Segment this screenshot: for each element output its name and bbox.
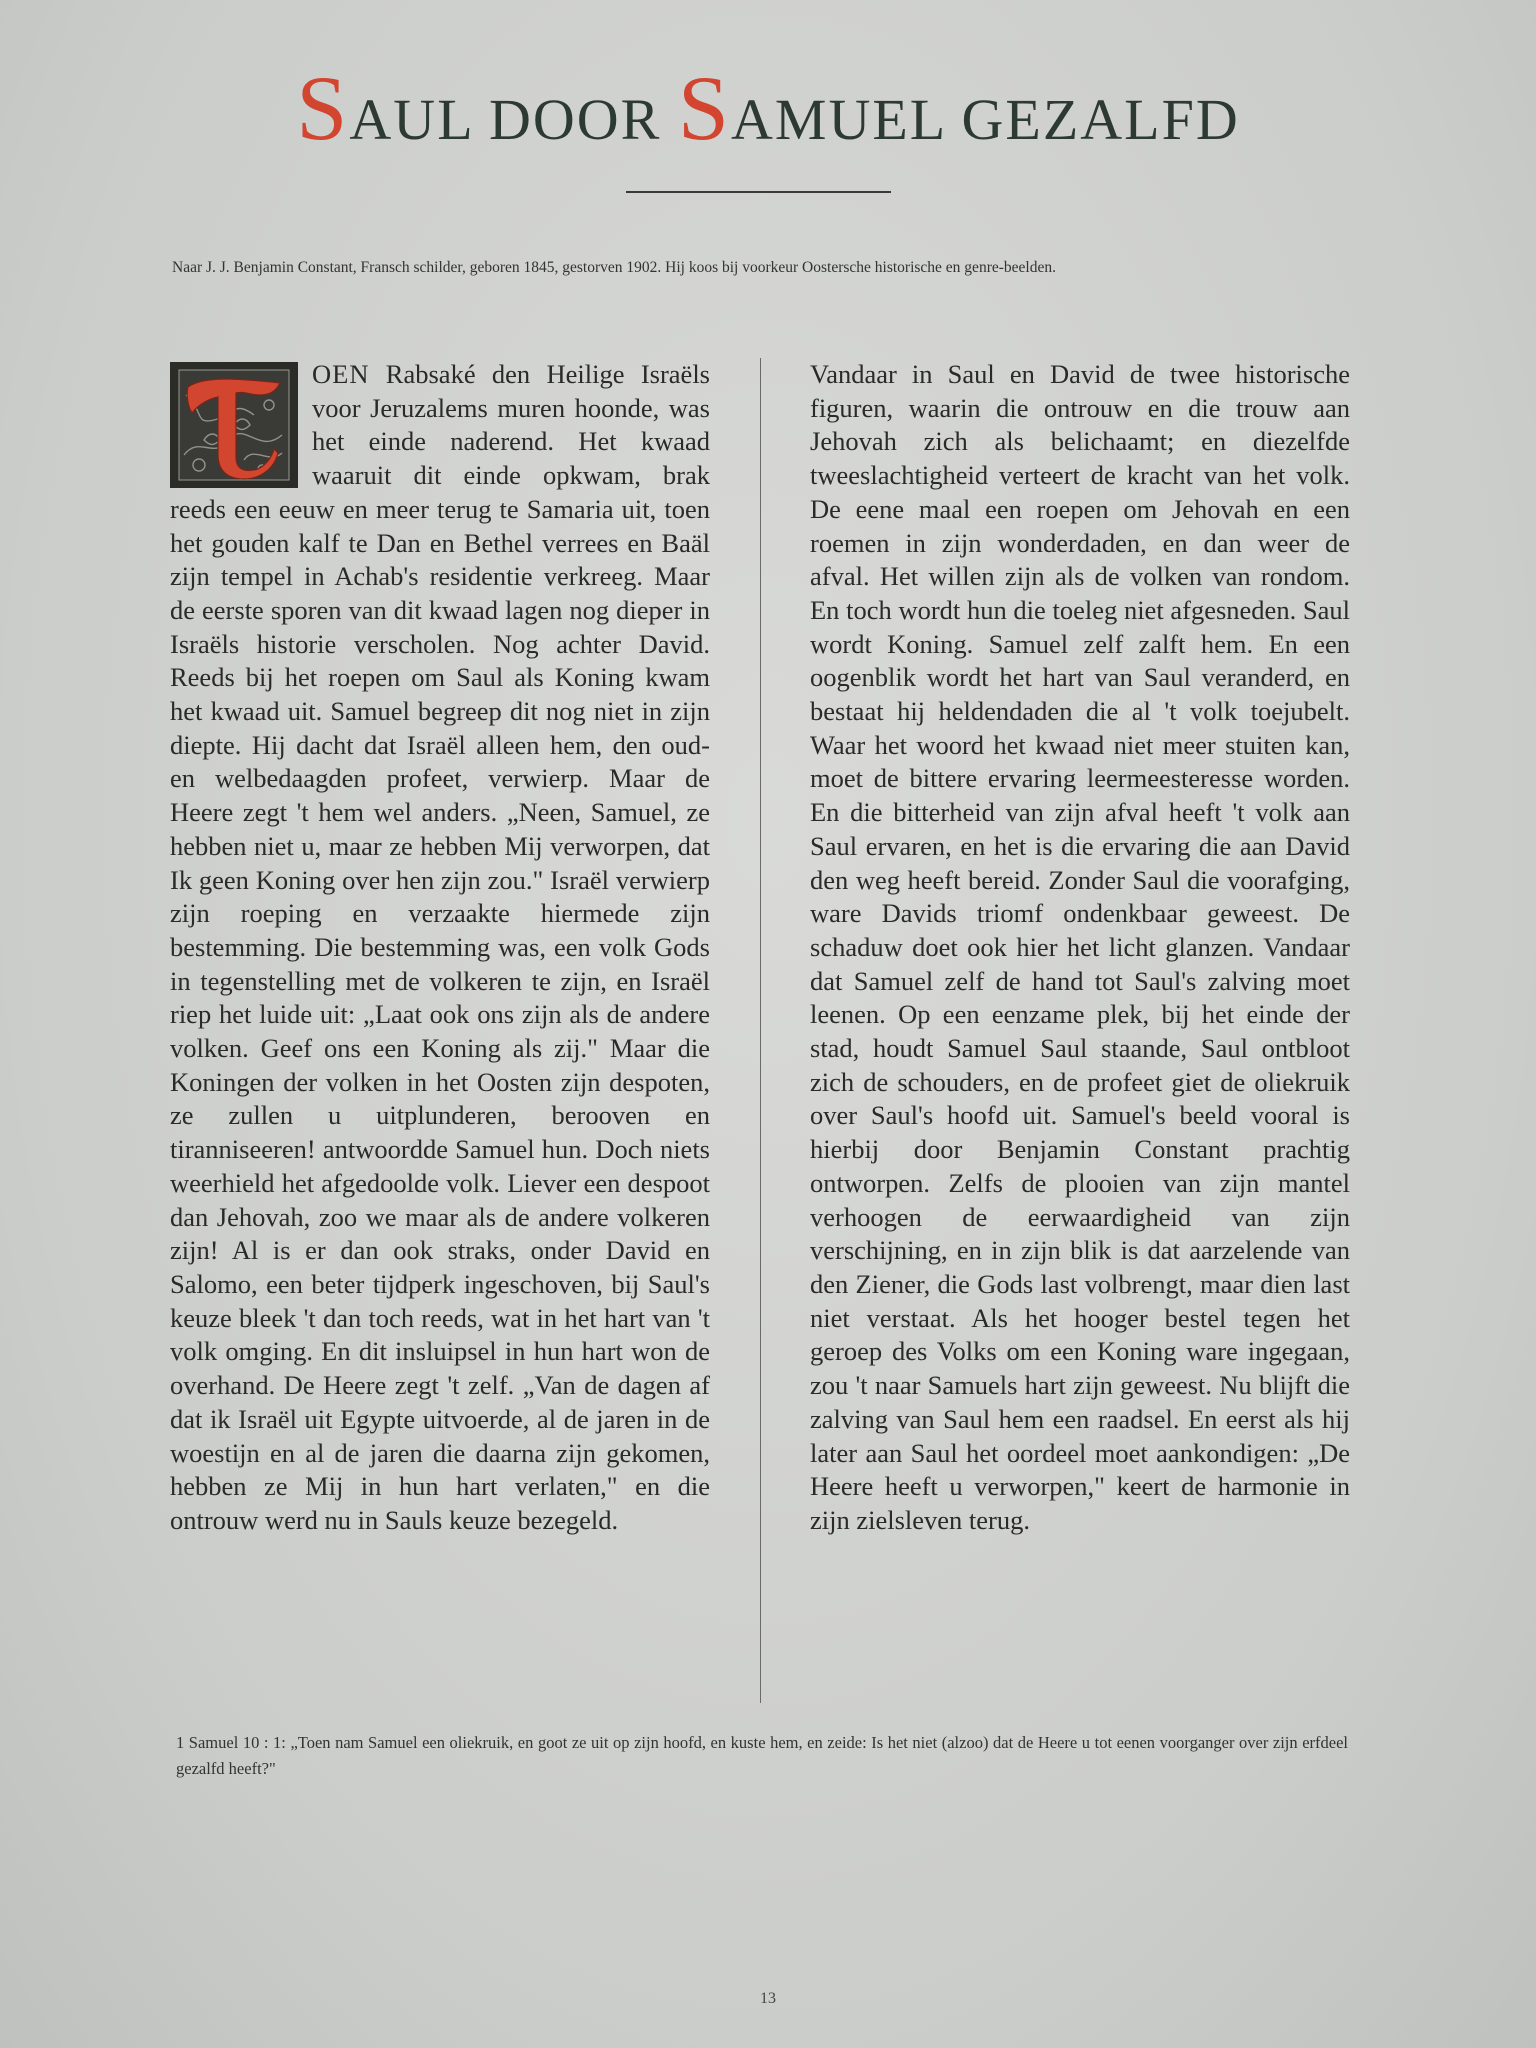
lead-word: OEN: [312, 359, 370, 389]
title-rule-divider: [626, 191, 891, 193]
title-part-2: AMUEL GEZALFD: [730, 87, 1240, 152]
title-initial-1: S: [296, 57, 350, 159]
footnote: 1 Samuel 10 : 1: „Toen nam Samuel een oliekruik, en goot ze uit op zijn hoofd, en kuste hem, en zeide: Is het niet (alzoo) dat de Heere u tot eenen voorganger over zijn erfdeel gezalfd heeft?": [176, 1733, 1348, 1778]
right-column: [810, 358, 1350, 1538]
column-divider: [760, 358, 761, 1703]
ornamental-initial-t-icon: [170, 362, 298, 488]
left-column: [170, 358, 710, 1538]
title-part-1: AUL DOOR: [349, 87, 678, 152]
dropcap-letter: T: [234, 455, 235, 456]
right-column-text: Vandaar in Saul en David de twee historische figuren, waarin die ontrouw en die trouw aan Jehovah zich als belichaamt; en diezelfde tweeslachtigheid verteert de kracht van het volk. De eene maal een roepen om Jehovah en een roemen in zijn wonderdaden, en dan weer de afval. Het willen zijn als de volken van rondom. En toch wordt hun die toeleg niet afgesneden. Saul wordt Koning. Samuel zelf zalft hem. En een oogenblik wordt het hart van Saul veranderd, en bestaat hij heldendaden die al 't volk toejubelt. Waar het woord het kwaad niet meer stuiten kan, moet de bittere ervaring leermeesteresse worden. En die bitterheid van zijn afval heeft 't volk aan Saul ervaren, en het is die ervaring die aan David den weg heeft bereid. Zonder Saul die voorafging, ware Davids triomf ondenkbaar geweest. De schaduw doet ook hier het licht glanzen. Vandaar dat Samuel zelf de hand tot Saul's zalving moet leenen. Op een eenzame plek, bij het einde der stad, houdt Samuel Saul staande, Saul ontbloot zich de schouders, en de profeet giet de oliekruik over Saul's hoofd uit. Samuel's beeld vooral is hierbij door Benjamin Constant prachtig ontworpen. Zelfs de plooien van zijn mantel verhoogen de eerwaardigheid van zijn verschijning, en in zijn blik is dat aarzelende van den Ziener, die Gods last volbrengt, maar dien last niet verstaat. Als het hooger bestel tegen het geroep des Volks om een Koning ware ingegaan, zou 't naar Samuels hart zijn geweest. Nu blijft die zalving van Saul hem een raadsel. En eerst als hij later aan Saul het oordeel moet aankondigen: „De Heere heeft u verworpen," keert de harmonie in zijn zielsleven terug.: [810, 359, 1350, 1535]
intro-note: Naar J. J. Benjamin Constant, Fransch schilder, geboren 1845, gestorven 1902. Hij koos bij voorkeur Oostersche historische en genre-beelden.: [172, 259, 1056, 276]
title-initial-2: S: [677, 57, 731, 159]
article-body: [170, 358, 1350, 1708]
left-column-text: Rabsaké den Heilige Israëls voor Jeruzalems muren hoonde, was het einde naderend. Het kwaad waaruit dit einde opkwam, brak reeds een eeuw en meer terug te Samaria uit, toen het gouden kalf te Dan en Bethel verrees en Baäl zijn tempel in Achab's residentie verkreeg. Maar de eerste sporen van dit kwaad lagen nog dieper in Israëls historie verscholen. Nog achter David. Reeds bij het roepen om Saul als Koning kwam het kwaad uit. Samuel begreep dit nog niet in zijn diepte. Hij dacht dat Israël alleen hem, den oud- en welbedaagden profeet, verwierp. Maar de Heere zegt 't hem wel anders. „Neen, Samuel, ze hebben niet u, maar ze hebben Mij verworpen, dat Ik geen Koning over hen zijn zou." Israël verwierp zijn roeping en verzaakte hiermede zijn bestemming. Die bestemming was, een volk Gods in tegenstelling met de volkeren te zijn, en Israël riep het luide uit: „Laat ook ons zijn als de andere volken. Geef ons een Koning als zij." Maar die Koningen der volken in het Oosten zijn despoten, ze zullen u uitplunderen, berooven en tiranniseeren! antwoordde Samuel hun. Doch niets weerhield het afgedoolde volk. Liever een despoot dan Jehovah, zoo we maar als de andere volkeren zijn! Al is er dan ook straks, onder David en Salomo, een beter tijdperk ingeschoven, bij Saul's keuze bleek 't dan toch reeds, wat in het hart van 't volk omging. En dit insluipsel in hun hart won de overhand. De Heere zegt 't zelf. „Van de dagen af dat ik Israël uit Egypte uitvoerde, al de jaren in de woestijn en al de jaren die daarna zijn gekomen, hebben ze Mij in hun hart verlaten," en die ontrouw werd nu in Sauls keuze bezegeld.: [170, 359, 710, 1535]
page-title: [0, 55, 1536, 161]
page-number: 13: [760, 1990, 776, 2007]
